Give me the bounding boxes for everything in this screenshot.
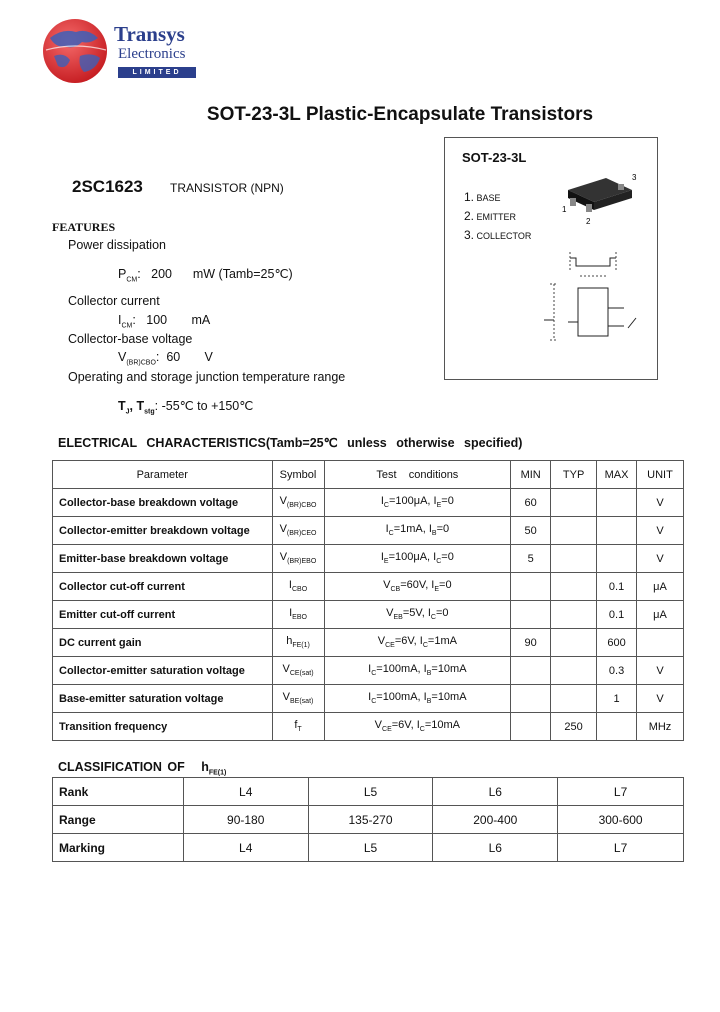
symbol-cell: $V_{BE(sat)}$ <box>272 685 324 713</box>
table-row <box>53 806 684 834</box>
param-cell: DC current gain <box>53 629 273 657</box>
table-cell: L4 <box>183 834 308 862</box>
symbol-cell: $V_{(BR)CBO}$ <box>272 489 324 517</box>
table-cell: 300-600 <box>558 806 684 834</box>
max-cell <box>597 545 637 573</box>
min-cell: 60 <box>511 489 551 517</box>
collector-base-voltage-label: Collector-base voltage <box>68 332 193 346</box>
condition-cell: $I_C=100mA$, $I_B=10mA$ <box>324 657 511 685</box>
table-row <box>53 657 684 685</box>
symbol-cell: $f_T$ <box>272 713 324 741</box>
features-heading: FEATURES <box>52 220 116 234</box>
package-3d-drawing <box>556 168 646 228</box>
pin-3: 3. COLLECTOR <box>464 228 532 242</box>
condition-cell: $V_{CB}=60V$, $I_E=0$ <box>324 573 511 601</box>
pcm-spec: $P_{CM}$: 200 mW (Tamb=25℃) <box>118 267 293 284</box>
unit-cell: V <box>637 657 684 685</box>
param-cell: Transition frequency <box>53 713 273 741</box>
electrical-characteristics-title: ELECTRICAL CHARACTERISTICS(Tamb=25℃ unless otherwise specified) <box>58 436 523 450</box>
header-unit: UNIT <box>637 461 684 489</box>
temperature-spec: $T_J$, $T_{stg}$: -55℃ to +150℃ <box>118 399 254 416</box>
drawing-label-2: 2 <box>586 217 591 226</box>
table-cell: L5 <box>308 778 433 806</box>
condition-cell: $I_C=100\mu A$, $I_E=0$ <box>324 489 511 517</box>
row-label: Marking <box>53 834 184 862</box>
param-cell: Collector-emitter breakdown voltage <box>53 517 273 545</box>
classification-title: CLASSIFICATION OF $h_{FE(1)}$ <box>58 760 227 777</box>
header-parameter: Parameter <box>53 461 273 489</box>
table-cell: 200-400 <box>433 806 558 834</box>
symbol-cell: $I_{CBO}$ <box>272 573 324 601</box>
min-cell <box>511 601 551 629</box>
icm-spec: $I_{CM}$: 100 mA <box>118 313 211 330</box>
condition-cell: $V_{EB}=5V$, $I_C=0$ <box>324 601 511 629</box>
condition-cell: $I_C=1mA$, $I_B=0$ <box>324 517 511 545</box>
unit-cell: V <box>637 685 684 713</box>
max-cell <box>597 489 637 517</box>
table-header-row <box>53 461 684 489</box>
max-cell: 1 <box>597 685 637 713</box>
table-row <box>53 685 684 713</box>
table-row <box>53 778 684 806</box>
max-cell: 0.1 <box>597 573 637 601</box>
table-row <box>53 713 684 741</box>
classification-table <box>52 777 684 862</box>
typ-cell <box>551 545 597 573</box>
unit-cell: MHz <box>637 713 684 741</box>
min-cell: 50 <box>511 517 551 545</box>
min-cell <box>511 713 551 741</box>
power-dissipation-label: Power dissipation <box>68 238 166 252</box>
typ-cell <box>551 573 597 601</box>
unit-cell: V <box>637 545 684 573</box>
table-row <box>53 489 684 517</box>
header-typ: TYP <box>551 461 597 489</box>
table-cell: L7 <box>558 834 684 862</box>
company-suffix: LIMITED <box>118 67 196 78</box>
table-cell: L6 <box>433 834 558 862</box>
header-max: MAX <box>597 461 637 489</box>
param-cell: Base-emitter saturation voltage <box>53 685 273 713</box>
table-row <box>53 545 684 573</box>
page-title: SOT-23-3L Plastic-Encapsulate Transistors <box>206 104 594 125</box>
condition-cell: $V_{CE}=6V$, $I_C=10mA$ <box>324 713 511 741</box>
row-label: Range <box>53 806 184 834</box>
condition-cell: $V_{CE}=6V$, $I_C=1mA$ <box>324 629 511 657</box>
typ-cell <box>551 517 597 545</box>
max-cell: 0.3 <box>597 657 637 685</box>
package-title: SOT-23-3L <box>462 150 527 165</box>
temperature-range-label: Operating and storage junction temperature range <box>68 370 346 384</box>
table-row <box>53 573 684 601</box>
company-subtitle: Electronics <box>118 46 186 62</box>
min-cell <box>511 685 551 713</box>
unit-cell: μA <box>637 601 684 629</box>
table-cell: 135-270 <box>308 806 433 834</box>
symbol-cell: $I_{EBO}$ <box>272 601 324 629</box>
unit-cell: V <box>637 489 684 517</box>
typ-cell <box>551 685 597 713</box>
globe-logo-icon <box>40 16 110 86</box>
table-row <box>53 517 684 545</box>
header-min: MIN <box>511 461 551 489</box>
typ-cell <box>551 489 597 517</box>
table-row <box>53 629 684 657</box>
max-cell <box>597 517 637 545</box>
company-logo <box>40 16 110 86</box>
pin-1: 1. BASE <box>464 190 501 204</box>
drawing-label-3: 3 <box>632 173 637 182</box>
max-cell <box>597 713 637 741</box>
unit-cell: V <box>637 517 684 545</box>
table-cell: L7 <box>558 778 684 806</box>
max-cell: 0.1 <box>597 601 637 629</box>
typ-cell <box>551 601 597 629</box>
condition-cell: $I_C=100mA$, $I_B=10mA$ <box>324 685 511 713</box>
package-dimension-drawing <box>540 248 650 348</box>
header-test-conditions: Test conditions <box>324 461 511 489</box>
header-symbol: Symbol <box>272 461 324 489</box>
typ-cell: 250 <box>551 713 597 741</box>
param-cell: Collector cut-off current <box>53 573 273 601</box>
unit-cell <box>637 629 684 657</box>
table-row <box>53 834 684 862</box>
electrical-characteristics-table <box>52 460 684 741</box>
symbol-cell: $V_{CE(sat)}$ <box>272 657 324 685</box>
part-type: TRANSISTOR (NPN) <box>170 181 284 195</box>
company-name: Transys <box>114 22 185 46</box>
table-cell: L6 <box>433 778 558 806</box>
typ-cell <box>551 629 597 657</box>
symbol-cell: $h_{FE(1)}$ <box>272 629 324 657</box>
param-cell: Collector-base breakdown voltage <box>53 489 273 517</box>
unit-cell: μA <box>637 573 684 601</box>
table-cell: L4 <box>183 778 308 806</box>
param-cell: Emitter cut-off current <box>53 601 273 629</box>
min-cell <box>511 573 551 601</box>
typ-cell <box>551 657 597 685</box>
param-cell: Collector-emitter saturation voltage <box>53 657 273 685</box>
table-cell: L5 <box>308 834 433 862</box>
param-cell: Emitter-base breakdown voltage <box>53 545 273 573</box>
table-cell: 90-180 <box>183 806 308 834</box>
min-cell: 90 <box>511 629 551 657</box>
min-cell <box>511 657 551 685</box>
part-number: 2SC1623 <box>72 177 143 196</box>
condition-cell: $I_E=100\mu A$, $I_C=0$ <box>324 545 511 573</box>
table-row <box>53 601 684 629</box>
min-cell: 5 <box>511 545 551 573</box>
vbr-spec: $V_{(BR)CBO}$: 60 V <box>118 350 213 367</box>
symbol-cell: $V_{(BR)CEO}$ <box>272 517 324 545</box>
row-label: Rank <box>53 778 184 806</box>
symbol-cell: $V_{(BR)EBO}$ <box>272 545 324 573</box>
max-cell: 600 <box>597 629 637 657</box>
collector-current-label: Collector current <box>68 294 160 308</box>
drawing-label-1: 1 <box>562 205 567 214</box>
pin-2: 2. EMITTER <box>464 209 517 223</box>
